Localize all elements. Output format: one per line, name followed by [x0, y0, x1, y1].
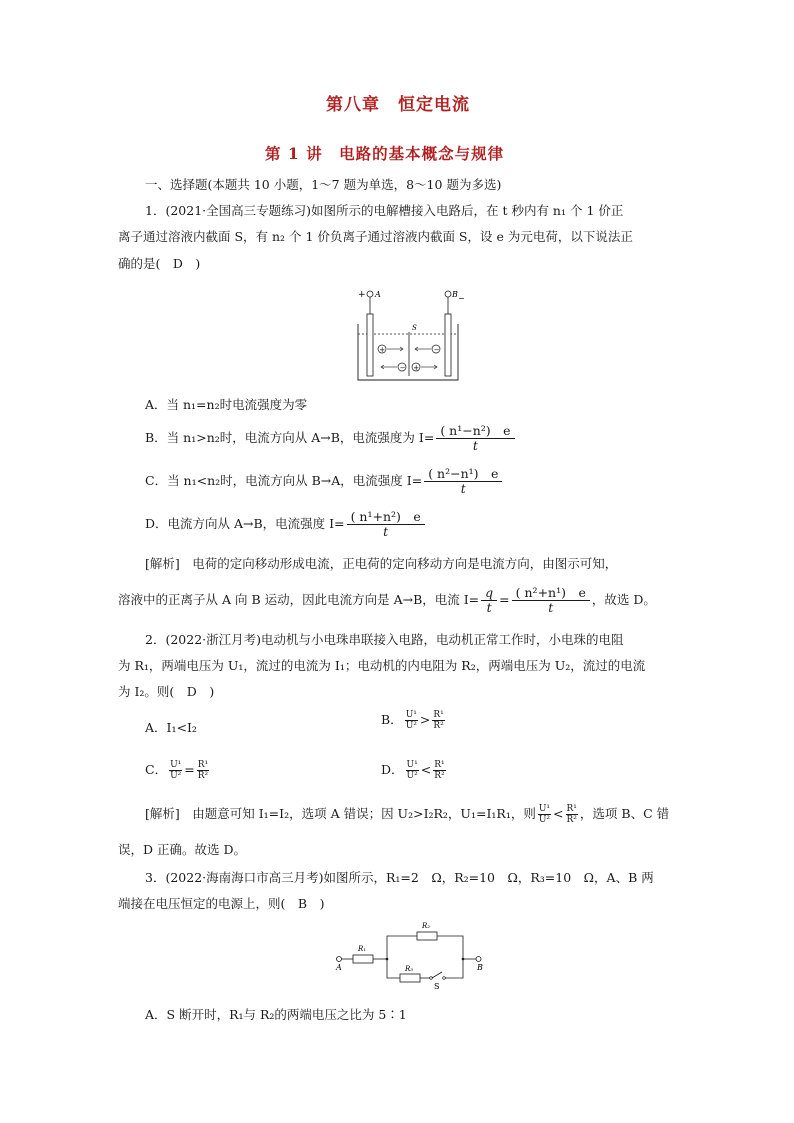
figure-plus-sign: + [358, 290, 366, 300]
q1-explanation-equals: = [499, 592, 510, 607]
q2-explanation-text: [解析] 由题意可知 I₁=I₂，选项 A 错误；因 U₂>I₂R₂，U₁=I₁R₁，则 [145, 806, 536, 821]
negative-ion-2: − [399, 364, 406, 372]
q1-explanation-fraction-q [481, 586, 497, 615]
q1-explanation-line-2 [118, 586, 656, 615]
q3-option-a: A．S 断开时，R₁与 R₂的两端电压之比为 5∶1 [145, 1007, 407, 1022]
q2-u-num: U¹ [406, 760, 418, 770]
q1-option-b-denominator: t [472, 438, 478, 453]
circuit-label-a: A [336, 963, 342, 972]
circuit-label-s: S [434, 982, 440, 990]
q2-explanation-line-2: 误，D 正确。故选 D。 [118, 842, 246, 857]
figure-label-s: S [412, 324, 417, 332]
q2-r-den: R² [433, 721, 444, 731]
q1-line-1: 1．(2021·全国高三专题练习)如图所示的电解槽接入电路后，在 t 秒内有 n₁ 个 1 价正 [145, 203, 624, 218]
q2-r-num: R¹ [434, 760, 445, 770]
q2-r-den: R² [197, 771, 209, 781]
q1-explanation-end: ，故选 D。 [591, 592, 656, 607]
q2-explanation-operator: < [553, 806, 564, 821]
q2-u-den: U² [406, 771, 418, 781]
resistor-circuit-figure [335, 918, 495, 990]
q2-explanation-end: ，选项 B、C 错 [579, 806, 670, 821]
q2-line-1: 2．(2022·浙江月考)电动机与小电珠串联接入电路，电动机正常工作时，小电珠的电阻 [145, 632, 624, 647]
q2-u-num: U¹ [170, 760, 182, 770]
q2-r-num: R¹ [566, 804, 577, 814]
q2-r-num: R¹ [433, 710, 444, 720]
q1-option-d-text: D．电流方向从 A→B，电流强度 I= [145, 516, 345, 531]
q2-option-b-label: B． [381, 712, 403, 727]
q1-explanation-text: 溶液中的正离子从 A 向 B 运动，因此电流方向是 A→B，电流 I= [118, 592, 480, 607]
figure-label-a: A [375, 290, 381, 299]
q1-option-c-text: C．当 n₁<n₂时，电流方向从 B→A，电流强度 I= [145, 473, 423, 488]
q1-option-d-numerator: ( n¹+n²) e [347, 510, 425, 525]
q2-option-b-r-ratio [432, 710, 444, 731]
q2-option-c-u-ratio [169, 760, 182, 781]
q1-line-3: 确的是( D ) [118, 256, 201, 271]
q2-option-c-label: C． [145, 762, 168, 777]
chapter-title: 第八章 恒定电流 [326, 95, 470, 115]
lesson-title: 第 1 讲 电路的基本概念与规律 [265, 144, 505, 163]
q2-explanation-r-ratio [566, 804, 578, 825]
q2-option-d-u-ratio [406, 760, 419, 781]
circuit-label-r1: R₁ [358, 945, 367, 953]
q2-r-num: R¹ [197, 760, 209, 770]
q2-u-num: U¹ [538, 804, 551, 814]
negative-ion-1: − [433, 346, 440, 354]
circuit-label-r3: R₃ [405, 965, 414, 973]
q1-explanation-t: t [486, 600, 492, 615]
circuit-label-b: B [477, 963, 483, 972]
q1-option-d [145, 510, 427, 539]
q1-option-b-text: B．当 n₁>n₂时，电流方向从 A→B，电流强度为 I= [145, 430, 435, 445]
q1-option-c-numerator: ( n²−n¹) e [424, 467, 502, 482]
q2-option-a: A．I₁<I₂ [145, 720, 197, 735]
q1-explanation-fraction [512, 586, 590, 615]
q1-option-c-fraction [424, 467, 502, 496]
q2-line-2: 为 R₁，两端电压为 U₁，流过的电流为 I₁；电动机的内电阻为 R₂，两端电压为 U₂，流过的电流 [118, 658, 646, 673]
q2-explanation-u-ratio [538, 804, 551, 825]
q2-explanation-line-1 [145, 804, 669, 825]
q1-option-b [145, 424, 517, 453]
q2-option-c-r-ratio [197, 760, 209, 781]
q2-option-d-operator: < [420, 762, 432, 777]
q1-explanation-line-1: [解析] 电荷的定向移动形成电流，正电荷的定向移动方向是电流方向，由图示可知， [145, 556, 618, 571]
q2-u-den: U² [538, 815, 551, 825]
q2-option-b-u-ratio [405, 710, 418, 731]
q2-line-3: 为 I₂。则( D ) [118, 684, 215, 699]
q3-line-1: 3．(2022·海南海口市高三月考)如图所示，R₁=2 Ω，R₂=10 Ω，R₃=10 Ω，A、B 两 [145, 870, 654, 885]
positive-ion-1: + [379, 346, 386, 354]
q1-explanation-q: q [481, 586, 497, 601]
q2-r-den: R² [434, 771, 445, 781]
figure-minus-sign: − [458, 294, 465, 303]
q1-option-b-numerator: ( n¹−n²) e [436, 424, 514, 439]
circuit-label-r2: R₂ [422, 922, 431, 930]
figure-label-b: B [452, 290, 458, 299]
q2-option-c [145, 760, 211, 781]
q2-u-den: U² [170, 771, 182, 781]
q2-option-d-r-ratio [433, 760, 445, 781]
section-heading: 一、选择题(本题共 10 小题，1～7 题为单选，8～10 题为多选) [145, 177, 502, 192]
q1-option-c-denominator: t [460, 481, 466, 496]
q2-option-b [381, 710, 447, 731]
q2-r-den: R² [566, 815, 577, 825]
q2-option-c-operator: = [184, 762, 195, 777]
q1-explanation-denominator: t [548, 600, 554, 615]
q1-option-c [145, 467, 504, 496]
electrolytic-cell-figure [355, 284, 475, 384]
q2-option-b-operator: > [419, 712, 431, 727]
q2-u-den: U² [405, 721, 417, 731]
q1-line-2: 离子通过溶液内截面 S，有 n₂ 个 1 价负离子通过溶液内截面 S，设 e 为元电荷，以下说法正 [118, 229, 633, 244]
q1-option-d-denominator: t [383, 524, 389, 539]
q2-option-d [381, 760, 448, 781]
q2-u-num: U¹ [405, 710, 417, 720]
positive-ion-2: + [413, 364, 420, 372]
q1-option-a: A．当 n₁=n₂时电流强度为零 [145, 397, 308, 412]
q2-option-d-label: D． [381, 762, 404, 777]
q3-line-2: 端接在电压恒定的电源上，则( B ) [118, 896, 325, 911]
q1-explanation-numerator: ( n²+n¹) e [512, 586, 590, 601]
q1-option-b-fraction [436, 424, 514, 453]
q1-option-d-fraction [347, 510, 425, 539]
